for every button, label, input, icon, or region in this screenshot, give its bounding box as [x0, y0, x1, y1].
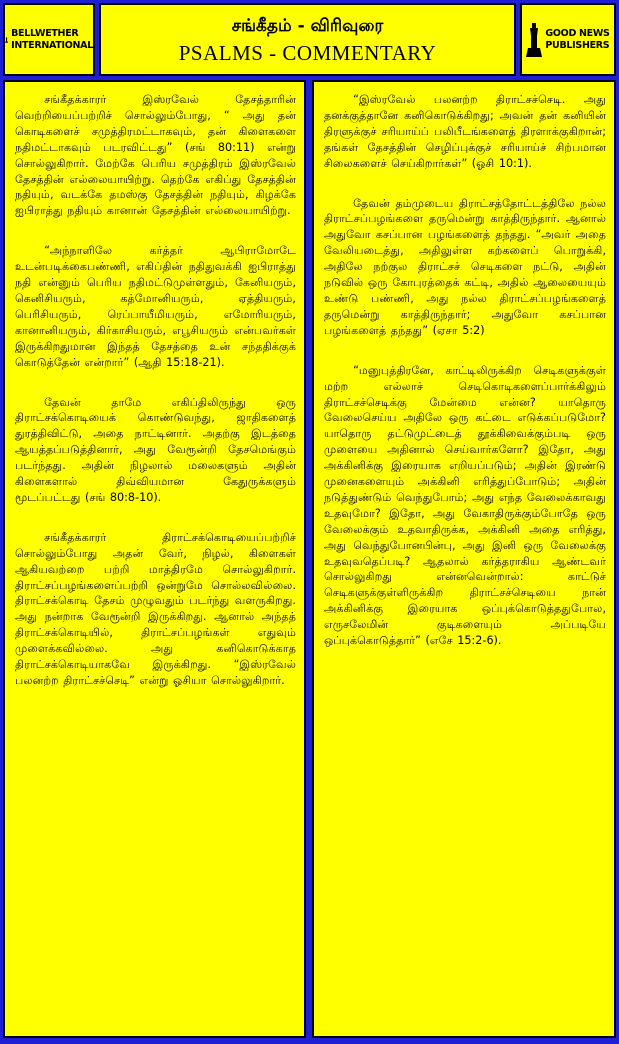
bellwether-tower-icon: [5, 22, 8, 58]
good-news-line2: PUBLISHERS: [545, 39, 610, 51]
left-paragraph-1: சங்கீதக்காரர் இஸ்ரவேல் தேசத்தாரின் வெற்றியைப்பற்றிச் சொல்லும்போது, “ அது தன் கொடிகளைச் சமுத்திரமட்டாகவும், தன் கிளைகளை நதிமட்டாகவும் படரவிட்டது” (சங் 80:11) என்று சொல்லுகிறார். மேற்கே பெரிய சமுத்திரம் இஸ்ரவேல் தேசத்தின் எல்லையாயிற்று. தெற்கே எகிப்து தேசத்தின் நதியும், வடக்கே தமஸ்கு தேசத்தின் நதியும், கிழக்கே ஐபிராத்து நதியும் கானான் தேசத்தின் எல்லையாயிற்று.: [15, 93, 296, 218]
bellwether-line1: BELLWETHER: [11, 27, 79, 39]
left-column: [3, 80, 306, 1038]
bellwether-logo-text: [11, 28, 93, 52]
left-paragraph-4: சங்கீதக்காரர் திராட்சக்கொடியைப்பற்றிச் சொல்லும்போது அதன் வேர், நிழல், கிளைகள் ஆகியவற்றை பற்றி மாத்திரமே சொல்லுகிறார். திராட்சப்பழங்களைப்பற்றி ஒன்றுமே சொல்லவில்லை. திராட்சக்கொடி தேசம் முழுவதும் படர்ந்து வளருகிறது. அது நன்றாக வேரூன்றி இருக்கிறது. ஆனால் அந்தத் திராட்சக்கொடியில், திராட்சப்பழங்கள் எதுவும் முளைக்கவில்லை. அது கனிகொடுக்காத திராட்சக்கொடியாகவே இருக்கிறது. “இஸ்ரவேல் பலனற்ற திராட்சச்செடி” என்று ஓசியா சொல்லுகிறார்.: [15, 530, 296, 687]
good-news-logo-text: [545, 28, 609, 52]
header-band: [3, 3, 616, 76]
bellwether-logo: [3, 3, 95, 76]
right-paragraph-3: “மனுபுத்திரனே, காட்டிலிருக்கிற செடிகளுக்குள் மற்ற எல்லாச் செடிகொடிகளைப்பார்க்கிலும் திராட்சச்செடிக்கு மேன்மை என்ன? யாதொரு வேலைசெய்ய அதிலே ஒரு கட்டை எடுக்கப்படுமோ? யாதொரு தட்டுமுட்டைத் தூக்கிவைக்கும்படி ஒரு முளையை அதினால் செய்வார்களோ? இதோ, அது அக்கினிக்கு இரையாக எறியப்படும்; அதின் இரண்டு முனைகளையும் அக்கினி எரித்துப்போடும்; அதின் நடுத்துண்டும் வெந்துபோம்; அது எந்த வேலைக்காவது உதவுமோ? இதோ, அது வேகாதிருக்கும்போதே ஒரு வேலைக்கும் உதவாதிருக்க, அக்கினி அதை எரித்து, அது வெந்துபோனபின்பு, அது இனி ஒரு வேலைக்கு உதவுவதெப்படி? ஆதலால் கர்த்தராகிய ஆண்டவர் சொல்லுகிறது என்னவென்றால்: காட்டுச் செடிகளுக்குள்ளிருக்கிற திராட்சச்செடியை நான் அக்கினிக்கு இரையாக ஒப்புக்கொடுத்ததுபோல, எருசலேமின் குடிகளையும் அப்படியே ஒப்புக்கொடுத்தார்” (எசே 15:2-6).: [324, 363, 606, 648]
left-paragraph-2: “அந்நாளிலே கர்த்தர் ஆபிராமோடே உடன்படிக்கைபண்ணி, எகிப்தின் நதிதுவக்கி ஐபிராத்து நதி என்னும் பெரிய நதிமட்டுமுள்ளதும், கேனியரும், கெனிசியரும், கத்மோனியரும், ஏத்தியரும், பெரிசியரும், ரெப்பாயீமியரும், எமோரியரும், கானானியரும், கிர்காசியரும், எபூசியரும் என்பவர்கள் இருக்கிறதுமான இந்தத் தேசத்தை உன் சந்ததிக்குக் கொடுத்தேன் என்றார்” (ஆதி 15:18-21).: [15, 244, 296, 369]
podium-tower-icon: [526, 22, 542, 58]
right-paragraph-1: “இஸ்ரவேல் பலனற்ற திராட்சச்செடி. அது தனக்குத்தானே கனிகொடுக்கிறது; அவன் தன் கனியின் திரளுக்குச் சரியாய்ப் பலிபீடங்களைத் திரளாக்குகிறான்; தங்கள் தேசத்தின் செழிப்புக்குச் சரியாய்ச் சிற்பமான சிலைகளைச் செய்கிறார்கள்” (ஓசி 10:1).: [324, 93, 606, 170]
good-news-line1: GOOD NEWS: [545, 27, 610, 39]
good-news-logo: [520, 3, 616, 76]
left-paragraph-3: தேவன் தாமே எகிப்திலிருந்து ஒரு திராட்சக்கொடியைக் கொண்டுவந்து, ஜாதிகளைத் துரத்திவிட்டு, அதை நாட்டினார். அதற்கு இடத்தை ஆயத்தப்படுத்தினார், அது வேரூன்றி தேசமெங்கும் படர்ந்தது. அதின் நிழலால் மலைகளும் அதின் கிளைகளால் திவ்வியமான கேதுருக்களும் மூடப்பட்டது (சங் 80:8-10).: [15, 395, 296, 504]
title-box: [99, 3, 516, 76]
right-column: [312, 80, 616, 1038]
page-title-tamil: சங்கீதம் - விரிவுரை: [231, 15, 384, 36]
bellwether-line2: INTERNATIONAL: [11, 39, 93, 51]
page-title-english: PSALMS - COMMENTARY: [178, 40, 437, 65]
right-paragraph-2: தேவன் தம்முடைய திராட்சத்தோட்டத்திலே நல்ல திராட்சப்பழங்களை தருமென்று காத்திருந்தார். ஆனால் அதுவோ கசப்பான பழங்களைத் தந்தது. “அவர் அதை வேலியடைத்து, அதிலுள்ள கற்களைப் பொறுக்கி, அதிலே நற்குல திராட்சச் செடிகளை நட்டு, அதின் நடுவில் ஒரு கோபுரத்தைக் கட்டி, அதில் ஆலையையும் உண்டு பண்ணி, அது நல்ல திராட்சப்பழங்களைத் தருமென்று காத்திருந்தார்; அதுவோ கசப்பான பழங்களைத் தந்தது” (ஏசா 5:2): [324, 196, 606, 337]
